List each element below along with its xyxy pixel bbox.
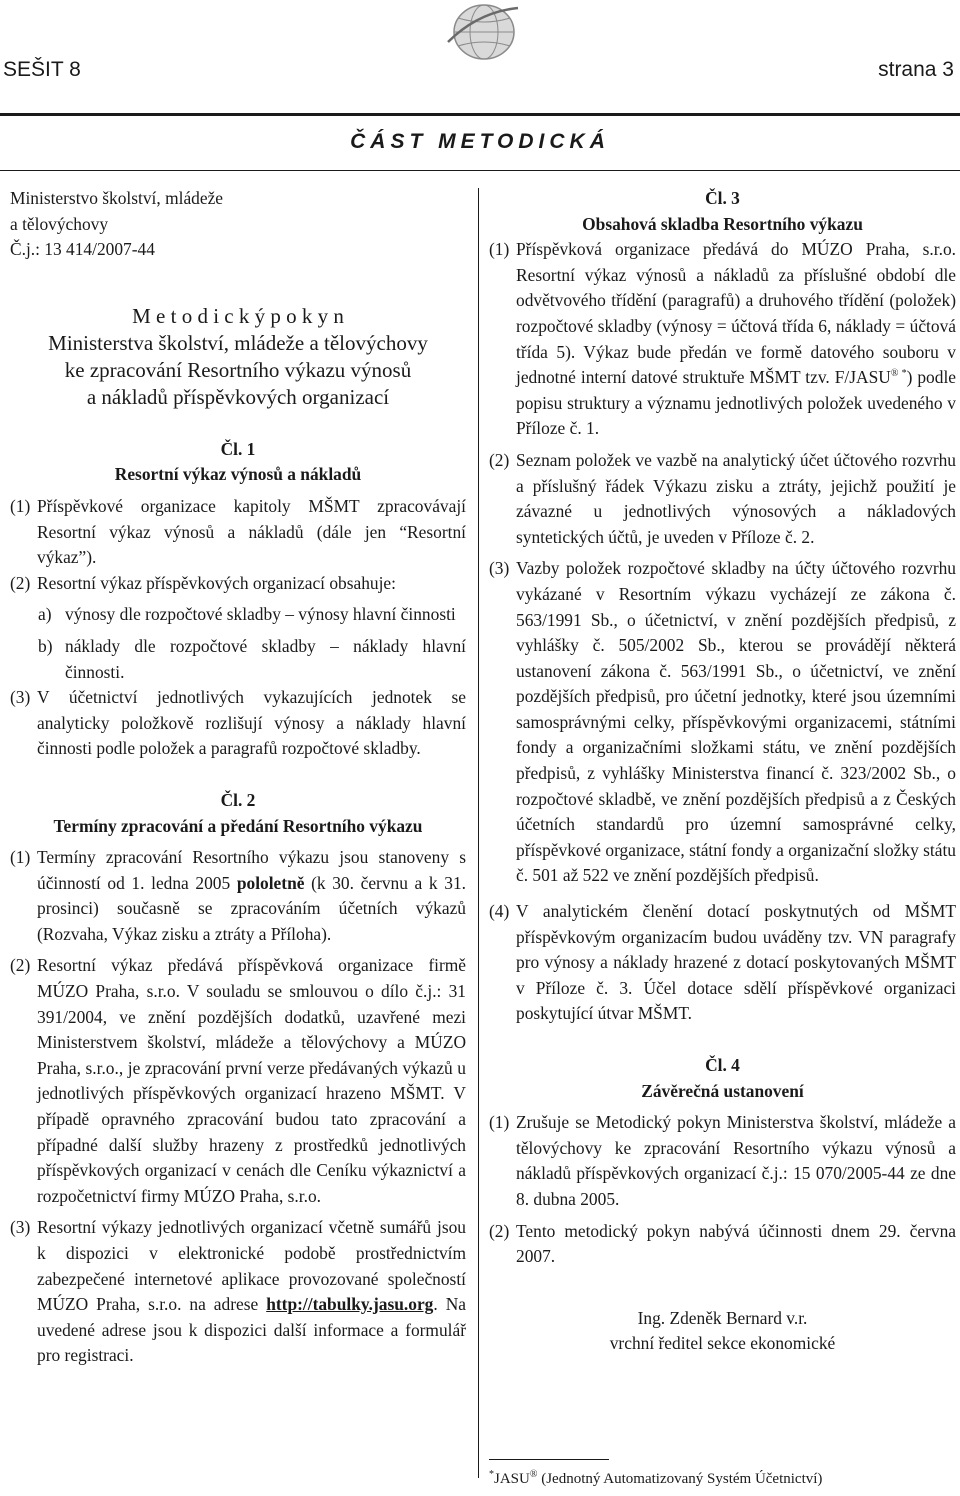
article-3-para-4 bbox=[489, 899, 956, 1027]
article-3-number: Čl. 3 bbox=[705, 188, 740, 208]
article-1-item-a bbox=[10, 602, 466, 628]
para-text: V analytickém členění dotací poskytnutých od MŠMT příspěvkovým organizacím budou uváděny tzv. VN paragrafy pro výnosy a náklady hrazené z dotací poskytovaných MŠMT v Příloze č. 3. Účel dotace sdělí příspěvkové organizaci poskytující útvar MŠMT. bbox=[516, 901, 956, 1024]
para-text bbox=[516, 237, 956, 442]
registered-mark: ® * bbox=[890, 368, 907, 380]
article-4-para-2 bbox=[489, 1219, 956, 1270]
article-1-para-2 bbox=[10, 571, 466, 597]
article-2-para-3 bbox=[10, 1215, 466, 1369]
para-text: Příspěvkové organizace kapitoly MŠMT zpracovávají Resortní výkaz výnosů a nákladů (dále jen “Resortní výkaz”). bbox=[37, 495, 466, 568]
article-3-heading: Obsahová skladba Resortního výkazu bbox=[582, 213, 863, 234]
title-line-4: a nákladů příspěvkových organizací bbox=[86, 384, 390, 409]
article-1-para-3 bbox=[10, 685, 466, 762]
para-number: (3) bbox=[489, 558, 510, 579]
article-3-para-2 bbox=[489, 448, 956, 550]
title-line-2: Ministerstva školství, mládeže a tělovýchovy bbox=[48, 330, 428, 355]
right-column bbox=[489, 186, 956, 1357]
para-number: (1) bbox=[489, 1112, 510, 1133]
globe-logo-icon bbox=[438, 2, 524, 62]
item-letter: a) bbox=[38, 604, 52, 625]
tabulky-link[interactable]: http://tabulky.jasu.org bbox=[266, 1294, 434, 1315]
article-2-para-1 bbox=[10, 845, 466, 947]
article-1-heading: Resortní výkaz výnosů a nákladů bbox=[114, 464, 362, 485]
title-line-3: ke zpracování Resortního výkazu výnosů bbox=[64, 357, 412, 382]
para-text-b: . Na uvedené adrese jsou k dispozici další informace a formulář pro registraci. bbox=[37, 1294, 466, 1366]
article-3-para-3 bbox=[489, 556, 956, 889]
item-letter: b) bbox=[38, 635, 53, 656]
article-2-number: Čl. 2 bbox=[220, 789, 256, 810]
article-4-para-1 bbox=[489, 1110, 956, 1212]
article-4 bbox=[489, 1053, 956, 1270]
article-1-para-1 bbox=[10, 494, 466, 571]
document-title bbox=[10, 303, 466, 411]
para-text: V účetnictví jednotlivých vykazujících jednotek se analyticky položkově rozlišují výnosy a náklady hlavní činnosti podle položek a paragrafů rozpočtové skladby. bbox=[37, 687, 466, 759]
footnote-reg: ® bbox=[529, 1469, 538, 1480]
article-2-para-2 bbox=[10, 953, 466, 1209]
para-text-c: (k 30. červnu a k 31. prosinci) současně se zpracováním účetních výkazů (Rozvaha, Výkaz zisku a ztráty a Příloha). bbox=[37, 872, 466, 944]
article-1-item-b bbox=[10, 634, 466, 685]
title-line-1: M e t o d i c k ý p o k y n bbox=[132, 303, 344, 328]
para-text: Zrušuje se Metodický pokyn Ministerstva školství, mládeže a tělovýchovy ke zpracování Resortního výkazu výnosů a nákladů příspěvkových organizací č.j.: 15 070/2005-44 ze dne 8. dubna 2005. bbox=[516, 1112, 956, 1209]
article-2-heading: Termíny zpracování a předání Resortního výkazu bbox=[53, 815, 423, 836]
signature-block bbox=[489, 1296, 956, 1357]
footnote-rule bbox=[489, 1459, 609, 1460]
para-text bbox=[37, 1215, 466, 1369]
header-rule bbox=[0, 113, 960, 116]
para-text: Seznam položek ve vazbě na analytický účet účtového rozvrhu a příslušný řádek Výkazu zisku a ztráty, jejichž použití je závazné u jednotlivých výnosových a nákladových syntetických účtů, je uveden v Příloze č. 2. bbox=[516, 449, 956, 547]
footnote bbox=[489, 1470, 822, 1488]
issuer-line-1: Ministerstvo školství, mládeže bbox=[10, 188, 224, 208]
para-emphasis: pololetně bbox=[236, 872, 305, 893]
para-text-a: Příspěvková organizace předává do MÚZO Praha, s.r.o. Resortní výkaz výnosů a nákladů za příslušné období dle odvětvového třídění (paragrafů) a druhového třídění (položek) rozpočtové skladby (výnosy = účtová třída 6, náklady = účtová třída 5). Výkaz bude předán ve formě datového souboru v jednotné interní datové struktuře MŠMT tzv. F/JASU bbox=[516, 239, 956, 388]
para-text: Resortní výkaz předává příspěvková organizace firmě MÚZO Praha, s.r.o. V souladu se smlouvou o dílo č.j.: 31 391/2004, ve znění pozdějších dodatků, uzavřené mezi Ministerstvem školství, mládeže a tělovýchovy a MÚZO Praha, s.r.o., je zpracování první verze předávaných výkazů u jednotlivých příspěvkových organizací hrazeno MŠMT. V případě opravného zpracování budou tato zpracování a případné další služby hrazeny z prostředků jednotlivých příspěvkových organizací v cenách dle Ceníku výkaznictví a rozpočetnictví firmy MÚZO Praha, s.r.o. bbox=[37, 955, 466, 1206]
article-1-number: Čl. 1 bbox=[220, 438, 256, 459]
section-title: ČÁST METODICKÁ bbox=[350, 130, 610, 153]
article-4-heading: Závěrečná ustanovení bbox=[641, 1080, 804, 1101]
para-text: Resortní výkaz příspěvkových organizací obsahuje: bbox=[37, 572, 396, 593]
para-number: (3) bbox=[10, 1217, 31, 1238]
para-text: Vazby položek rozpočtové skladby na účty účtového rozvrhu vykázané v Resortním výkazu vycházejí ze zákona č. 563/1991 Sb., o účetnictví, v znění pozdějších předpisů, z vyhlášky č. 505/2002 Sb., kterou se provádějí některá ustanovení zákona č. 563/1991 Sb., o účetnictví, ve znění pozdějších předpisů, pro účetní jednotky, které jsou územními samosprávnými celky, příspěvkovými organizacemi, státními fondy a organizačními složkami státu, ve znění pozdějších předpisů, z vyhlášky Ministerstva financí č. 323/2002 Sb., o rozpočtové skladbě, ve znění pozdějších předpisů a z Českých účetních standardů pro územní samosprávné celky, příspěvkové organizace, státní fondy a organizační složky státu č. 501 až 522 ve znění pozdějších předpisů. bbox=[516, 558, 956, 886]
footnote-text-a: JASU bbox=[494, 1471, 530, 1487]
header-left: SEŠIT 8 bbox=[3, 58, 81, 81]
para-number: (3) bbox=[10, 687, 31, 708]
para-text: Tento metodický pokyn nabývá účinnosti dnem 29. června 2007. bbox=[516, 1220, 956, 1267]
item-text: náklady dle rozpočtové skladby – náklady hlavní činnosti. bbox=[65, 635, 466, 682]
para-text-a: Resortní výkazy jednotlivých organizací včetně sumářů jsou k dispozici v elektronické podobě prostřednictvím zabezpečené internetové aplikace provozované společností MÚZO Praha, s.r.o. na adrese bbox=[37, 1217, 466, 1315]
para-text-b: ) podle popisu struktury a významu jednotlivých položek uvedeného v Příloze č. 1. bbox=[516, 367, 956, 439]
signature-name: Ing. Zdeněk Bernard v.r. bbox=[637, 1307, 808, 1328]
para-number: (1) bbox=[10, 847, 31, 868]
issuer-reference: Č.j.: 13 414/2007-44 bbox=[10, 239, 155, 260]
section-rule bbox=[0, 170, 960, 171]
column-divider bbox=[478, 188, 479, 1478]
article-4-number: Čl. 4 bbox=[705, 1055, 740, 1075]
signature-role: vrchní ředitel sekce ekonomické bbox=[609, 1333, 836, 1354]
article-1 bbox=[10, 437, 466, 762]
para-text bbox=[37, 845, 466, 947]
footnote-mark: * bbox=[489, 1469, 494, 1480]
para-number: (2) bbox=[10, 572, 31, 593]
para-number: (2) bbox=[489, 1220, 510, 1241]
para-number: (2) bbox=[10, 955, 31, 976]
issuer-line-2: a tělovýchovy bbox=[10, 213, 109, 234]
issuer-block bbox=[10, 186, 466, 263]
para-number: (1) bbox=[10, 495, 31, 516]
header-right: strana 3 bbox=[878, 58, 954, 81]
para-text-a: Termíny zpracování Resortního výkazu jsou stanoveny s účinností od 1. ledna 2005 bbox=[37, 847, 466, 893]
article-3 bbox=[489, 186, 956, 1027]
item-text: výnosy dle rozpočtové skladby – výnosy hlavní činnosti bbox=[65, 604, 456, 625]
article-2 bbox=[10, 788, 466, 1369]
footnote-text-b: (Jednotný Automatizovaný Systém Účetnictví) bbox=[537, 1471, 823, 1487]
para-number: (2) bbox=[489, 449, 510, 470]
para-number: (1) bbox=[489, 239, 510, 260]
left-column bbox=[10, 186, 466, 1369]
para-number: (4) bbox=[489, 901, 510, 922]
article-3-para-1 bbox=[489, 237, 956, 442]
